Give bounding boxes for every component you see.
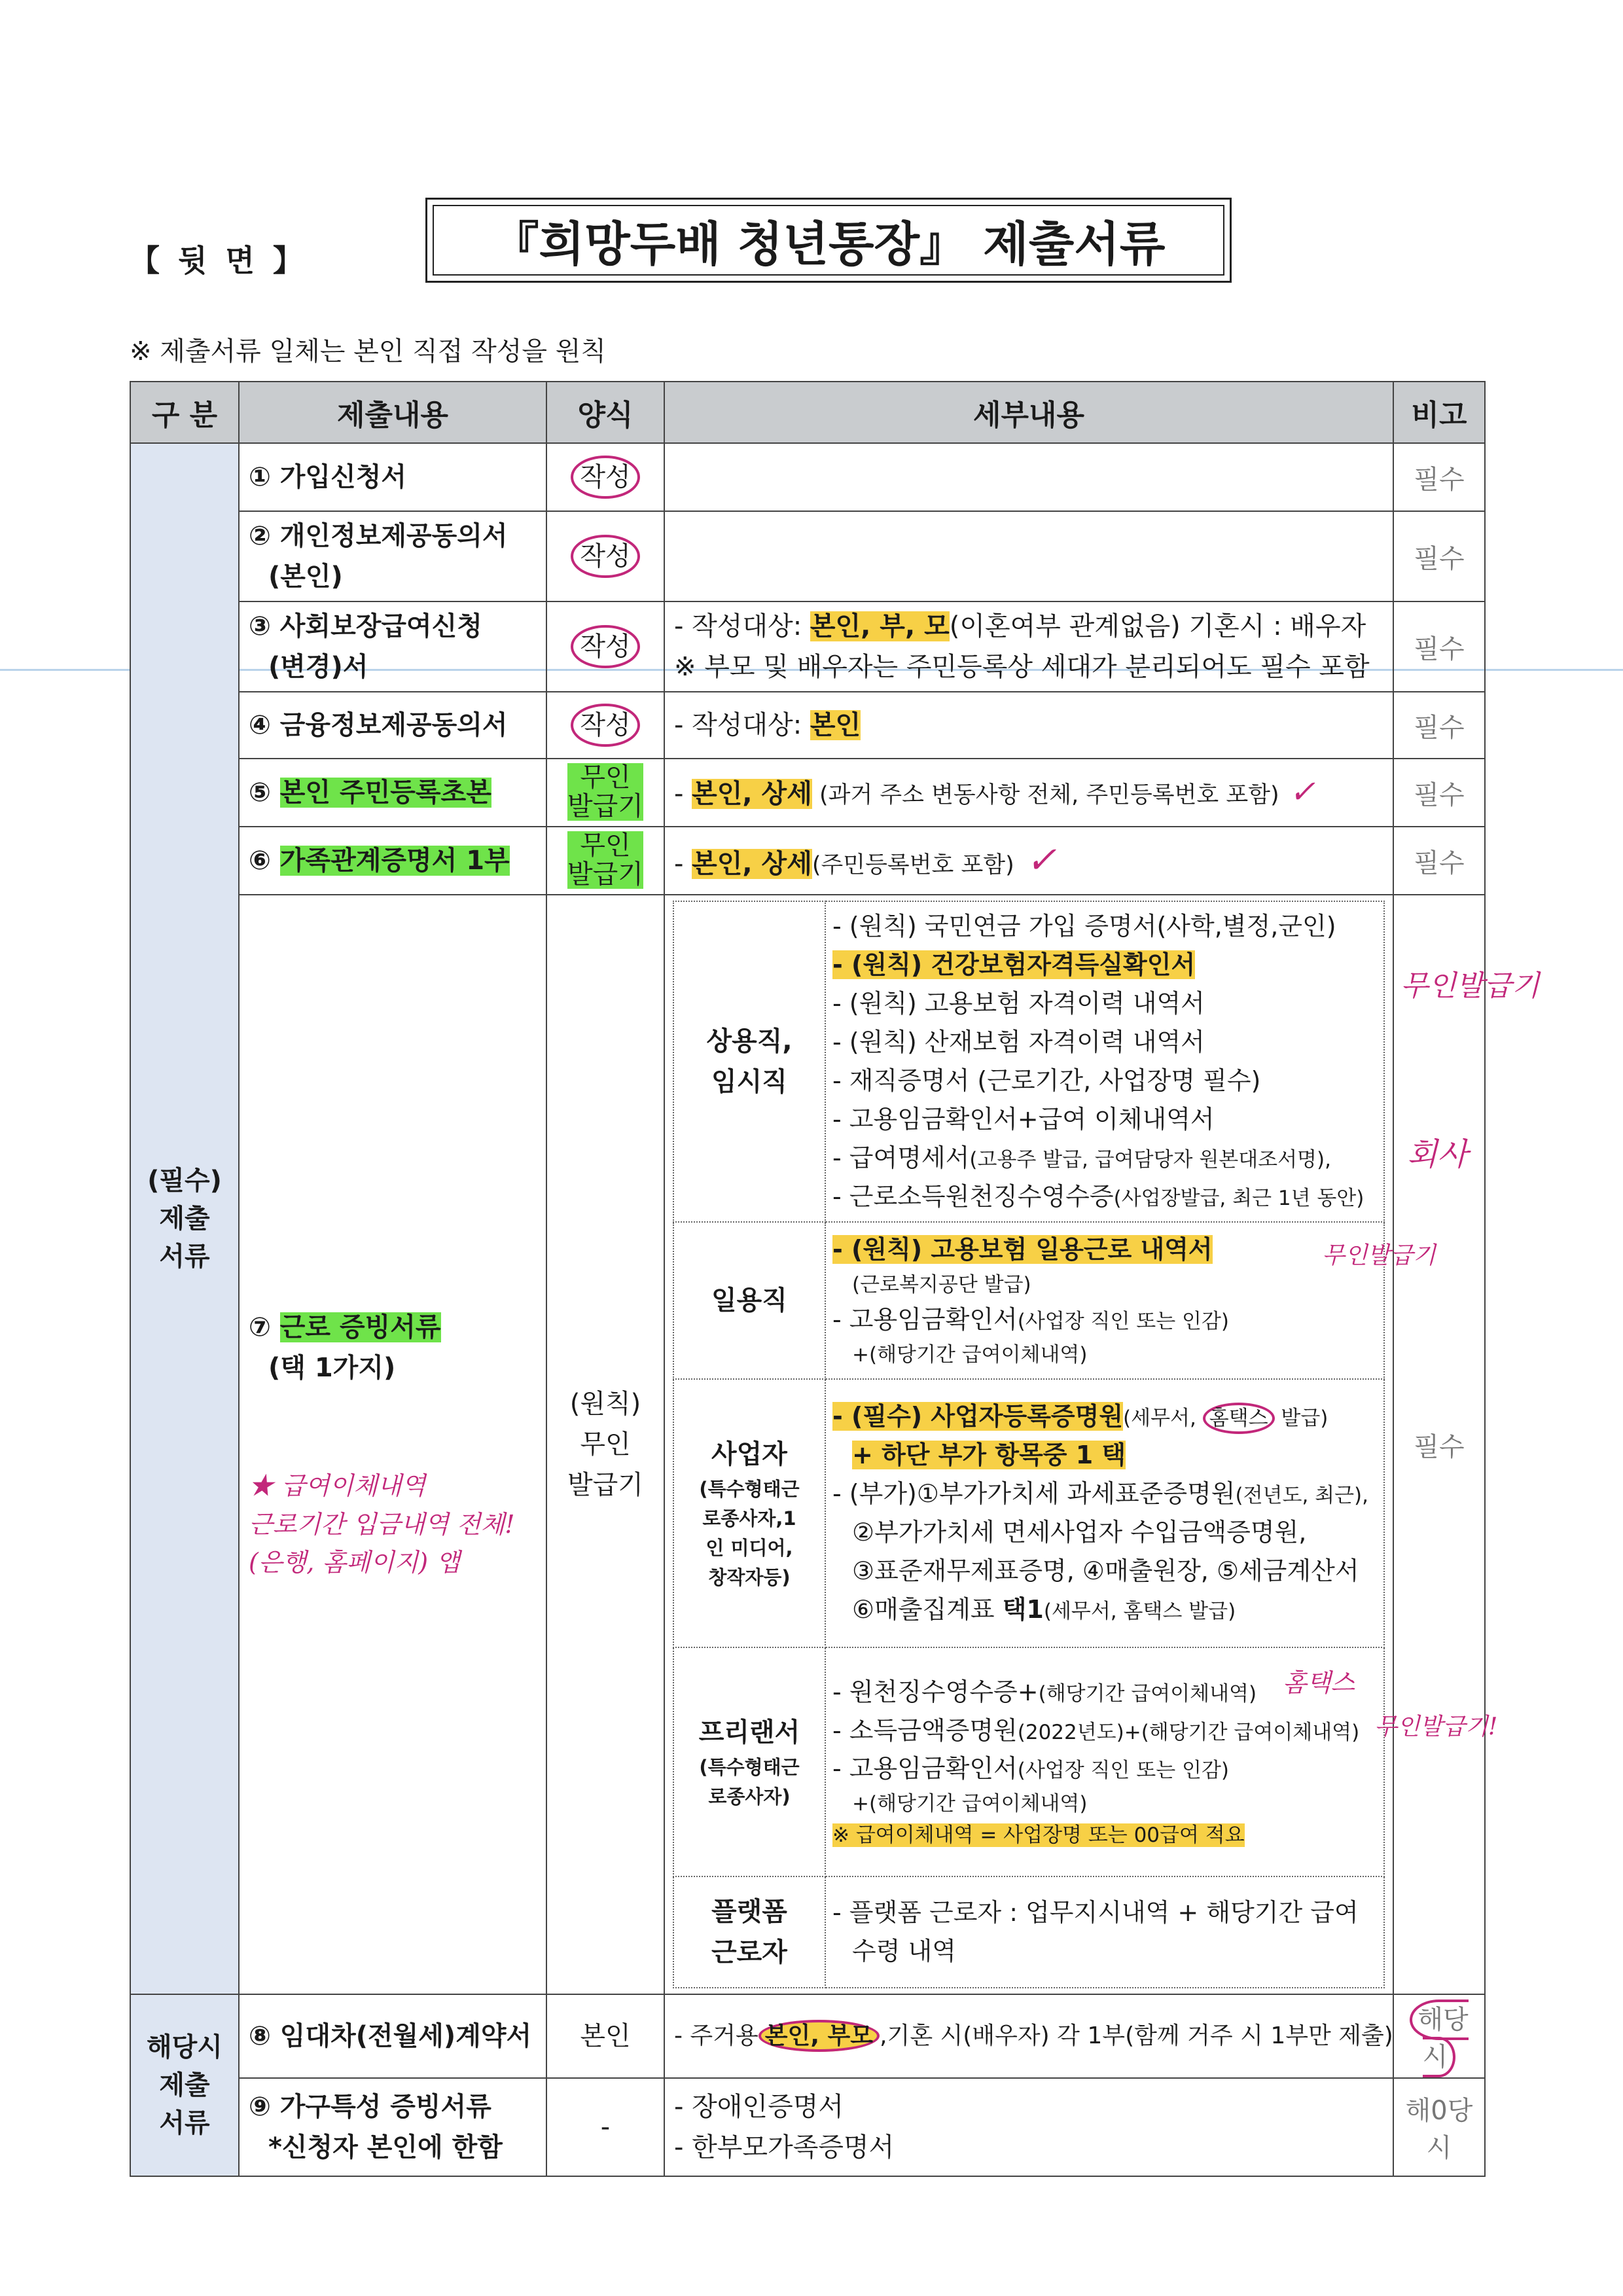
item-8: ⑧ 임대차(전월세)계약서 [239,1994,546,2078]
handwritten-daily-kiosk: 무인발급기 [1322,1242,1436,1269]
documents-table [130,381,1486,2177]
sub-row-freelancer [673,1647,1384,1876]
remark-2: 필수 [1393,511,1485,601]
submission-note: ※ 제출서류 일체는 본인 직접 작성을 원칙 [130,336,607,367]
table-row [130,601,1485,692]
col-form: 양식 [546,382,664,443]
form-7: (원칙) 무인 발급기 [546,895,664,1994]
sub-row-platform [673,1876,1384,1988]
sub-row-regular [673,901,1384,1222]
handwritten-freelancer-kiosk: 무인발급기! [1374,1713,1498,1740]
form-8: 본인 [546,1994,664,2078]
type-daily: 일용직 [673,1222,825,1379]
detail-2 [664,511,1393,601]
detail-8: - 주거용 본인, 부모 ,기혼 시(배우자) 각 1부(함께 거주 시 1부만 제출) [664,1994,1393,2078]
table-row [130,827,1485,895]
table-row [130,443,1485,511]
form-1: 작성 [546,443,664,511]
remark-9: 해0당시 [1393,2078,1485,2176]
table-row [130,1994,1485,2078]
table-row [130,895,1485,1994]
handwritten-hometax: 홈택스 [1283,1668,1355,1697]
item-9: ⑨ 가구특성 증빙서류 *신청자 본인에 한함 [239,2078,546,2176]
item-6: ⑥ 가족관계증명서 1부 [239,827,546,895]
detail-9: - 장애인증명서 - 한부모가족증명서 [664,2078,1393,2176]
remark-8: 해당시 [1393,1994,1485,2078]
col-remark: 비고 [1393,382,1485,443]
business-docs: - (필수) 사업자등록증명원(세무서, 홈택스 발급) + 하단 부가 항목중 1 택 - (부가)①부가가치세 과세표준증명원(전년도, 최근), ②부가가치세 면세사업자 수입금액증명원, ③표준재무제표증명, ④매출원장, ⑤세금계산서 ⑥매출집계표 택1(세무서, 홈택스 발급) [825,1379,1384,1647]
col-category: 구 분 [130,382,239,443]
type-regular: 상용직, 임시직 [673,901,825,1222]
table-row [130,2078,1485,2176]
form-5: 무인 발급기 [546,759,664,827]
form-2: 작성 [546,511,664,601]
form-4: 작성 [546,692,664,759]
freelancer-docs: - 원천징수영수증+(해당기간 급여이체내역) - 소득금액증명원(2022년도)+(해당기간 급여이체내역) - 고용임금확인서(사업장 직인 또는 인감) +(해당기간 급여이체내역) ※ 급여이체내역 = 사업장명 또는 00급여 적요 [825,1647,1384,1876]
back-side-label: 【 뒷 면 】 [130,243,307,278]
detail-3: - 작성대상: 본인, 부, 모(이혼여부 관계없음) 기혼시 : 배우자 ※ 부모 및 배우자는 주민등록상 세대가 분리되어도 필수 포함 [664,601,1393,692]
item-7: ⑦ 근로 증빙서류 (택 1가지) ★ 급여이체내역 근로기간 입금내역 전체! (은행, 홈페이지) 앱 [239,895,546,1994]
handwritten-note: ★ 급여이체내역 근로기간 입금내역 전체! (은행, 홈페이지) 앱 [249,1471,515,1577]
detail-5: - 본인, 상세 (과거 주소 변동사항 전체, 주민등록번호 포함) ✓ [664,759,1393,827]
page-title: 『희망두배 청년통장』 제출서류 [433,205,1224,276]
detail-1 [664,443,1393,511]
remark-1: 필수 [1393,443,1485,511]
type-business: 사업자 (특수형태근 로종사자,1 인 미디어, 창작자등) [673,1379,825,1647]
remark-5: 필수 [1393,759,1485,827]
handwritten-company: 회사 [1407,1136,1468,1173]
item-5: ⑤ 본인 주민등록초본 [239,759,546,827]
category-applicable: 해당시 제출 서류 [130,1994,239,2176]
detail-4: - 작성대상: 본인 [664,692,1393,759]
remark-6: 필수 [1393,827,1485,895]
daily-docs: - (원칙) 고용보험 일용근로 내역서 (근로복지공단 발급) - 고용임금확인서(사업장 직인 또는 인감) +(해당기간 급여이체내역) [825,1222,1384,1379]
item-3: ③ 사회보장급여신청 (변경)서 [239,601,546,692]
employment-type-table [673,901,1385,1988]
item-4: ④ 금융정보제공동의서 [239,692,546,759]
item-2: ② 개인정보제공동의서 (본인) [239,511,546,601]
platform-docs: - 플랫폼 근로자 : 업무지시내역 + 해당기간 급여 수령 내역 [825,1876,1384,1988]
remark-7: 필수 [1393,895,1485,1994]
type-freelancer: 프리랜서 (특수형태근 로종사자) [673,1647,825,1876]
form-6: 무인 발급기 [546,827,664,895]
check-mark-icon: ✓ [1279,774,1316,811]
sub-row-business [673,1379,1384,1647]
check-mark-icon: ✓ [1014,839,1057,882]
table-row [130,692,1485,759]
detail-6: - 본인, 상세(주민등록번호 포함) ✓ [664,827,1393,895]
table-header-row [130,382,1485,443]
sub-row-daily [673,1222,1384,1379]
table-row [130,759,1485,827]
item-1: ① 가입신청서 [239,443,546,511]
form-3: 작성 [546,601,664,692]
col-detail: 세부내용 [664,382,1393,443]
remark-3: 필수 [1393,601,1485,692]
category-required: (필수) 제출 서류 [130,443,239,1994]
col-content: 제출내용 [239,382,546,443]
detail-7 [664,895,1393,1994]
title-box [425,198,1232,283]
remark-4: 필수 [1393,692,1485,759]
type-platform: 플랫폼 근로자 [673,1876,825,1988]
form-9: - [546,2078,664,2176]
handwritten-unmanned-kiosk: 무인발급기 [1400,969,1540,1003]
regular-docs: - (원칙) 국민연금 가입 증명서(사학,별정,군인) - (원칙) 건강보험자격득실확인서 - (원칙) 고용보험 자격이력 내역서 - (원칙) 산재보험 자격이력 내역서 - 재직증명서 (근로기간, 사업장명 필수) - 고용임금확인서+급여 이체내역서 - 급여명세서(고용주 발급, 급여담당자 원본대조서명), - 근로소득원천징수영수증(사업장발급, 최근 1년 동안) [825,901,1384,1222]
table-row [130,511,1485,601]
